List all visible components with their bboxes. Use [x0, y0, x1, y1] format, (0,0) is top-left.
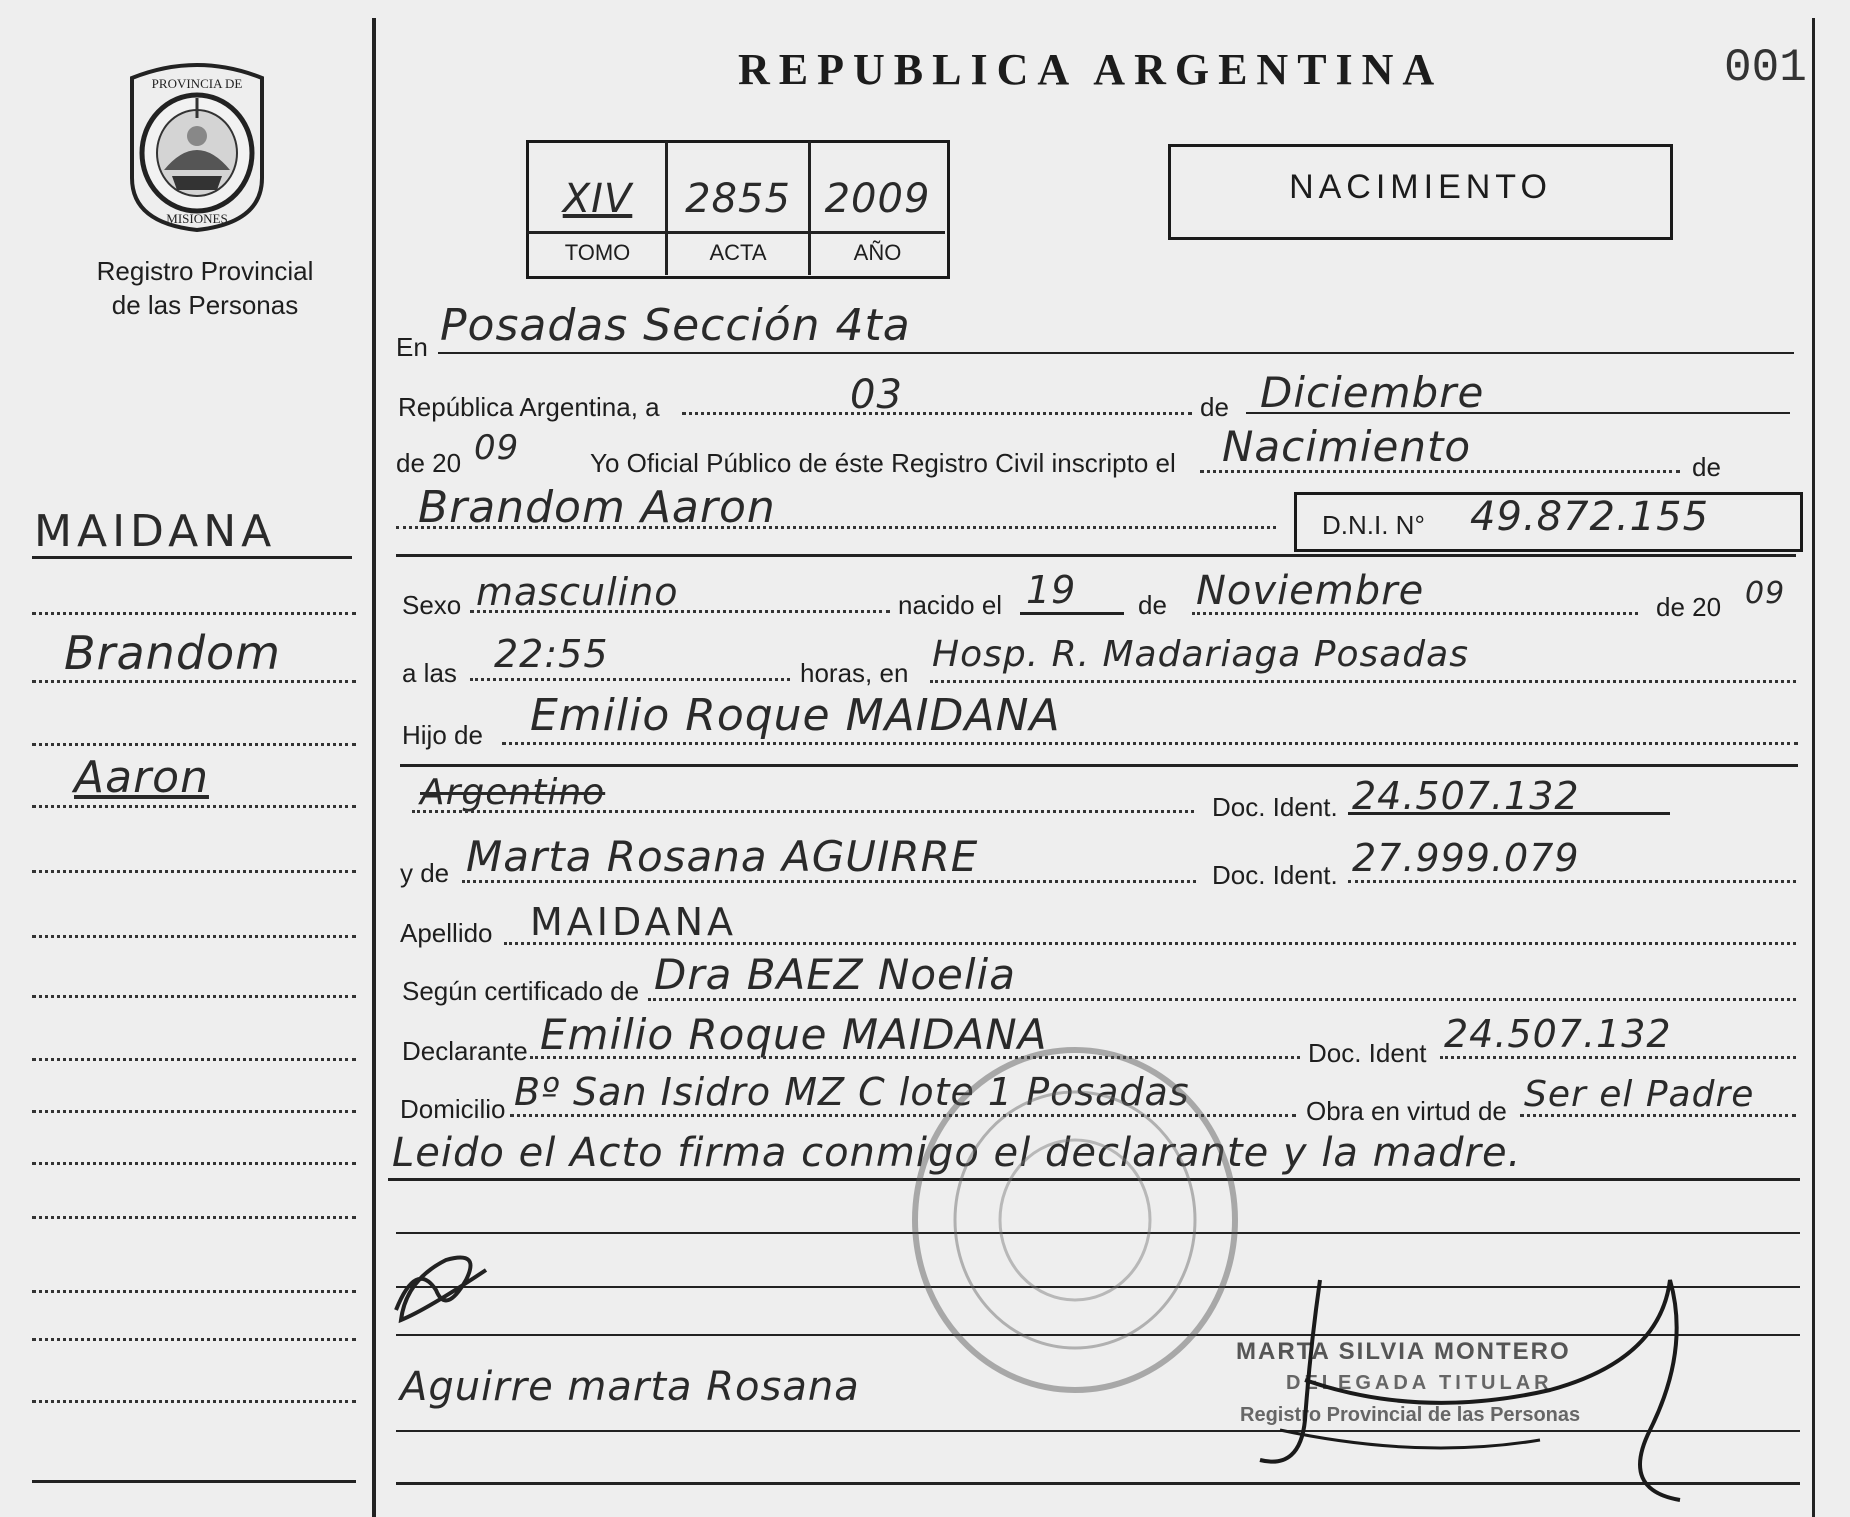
- left-margin-divider: [372, 18, 376, 1517]
- mother-doc-value: 27.999.079: [1352, 836, 1580, 880]
- obra-value: Ser el Padre: [1524, 1074, 1755, 1115]
- provincial-seal-icon: [112, 58, 282, 233]
- de-label-2: de: [1692, 452, 1721, 482]
- margin-surname: MAIDANA: [34, 506, 277, 557]
- domicilio-label: Domicilio: [400, 1094, 506, 1124]
- margin-line-12: [32, 1216, 356, 1219]
- official-name: MARTA SILVIA MONTERO: [1236, 1338, 1571, 1365]
- certificado-label: Según certificado de: [402, 976, 640, 1006]
- mother-name-line: [462, 880, 1196, 883]
- tomo-value: XIV: [562, 176, 633, 222]
- anio-label: AÑO: [853, 240, 902, 265]
- birth-place-value: Hosp. R. Madariaga Posadas: [932, 634, 1469, 675]
- year-prefix: de 20: [396, 448, 462, 478]
- father-nationality-value: Argentino: [420, 772, 606, 813]
- official-title: DELEGADA TITULAR: [1286, 1372, 1553, 1394]
- de-label-3: de: [1138, 590, 1167, 620]
- margin-line-14: [32, 1338, 356, 1341]
- month-line: [1246, 412, 1790, 414]
- year-suffix: 09: [474, 428, 520, 468]
- alas-label: a las: [402, 658, 457, 688]
- de-label: de: [1200, 392, 1229, 422]
- en-label: En: [396, 332, 428, 362]
- horas-label: horas, en: [800, 658, 909, 688]
- margin-line-6: [32, 870, 356, 873]
- sexo-line: [470, 610, 890, 613]
- page-number: 001: [1724, 42, 1807, 94]
- tomo-label: TOMO: [564, 240, 631, 265]
- acta-value: 2855: [685, 176, 791, 222]
- republica-label: República Argentina, a: [398, 392, 660, 422]
- day-value: 03: [850, 372, 903, 418]
- nacido-label: nacido el: [898, 590, 1003, 620]
- apellido-value: MAIDANA: [530, 900, 737, 944]
- sexo-label: Sexo: [402, 590, 462, 620]
- dni-value: 49.872.155: [1470, 494, 1710, 540]
- apellido-label: Apellido: [400, 918, 493, 948]
- margin-line-15: [32, 1400, 356, 1403]
- mother-signature: Aguirre marta Rosana: [400, 1364, 860, 1410]
- yde-label: y de: [400, 858, 450, 888]
- doc-label: Doc. Ident.: [1212, 792, 1338, 822]
- registry-stamp-icon: [900, 1040, 1250, 1400]
- margin-line-9: [32, 1058, 356, 1061]
- margin-line-7: [32, 935, 356, 938]
- right-border: [1812, 18, 1815, 1517]
- margin-line-16: [32, 1480, 356, 1483]
- nationality-line: [412, 810, 1194, 813]
- birth-place-line: [930, 680, 1796, 683]
- apellido-line: [504, 942, 1796, 945]
- record-kind-value: Nacimiento: [1222, 422, 1472, 471]
- mother-doc-line: [1348, 880, 1796, 883]
- agency-name-line1: Registro Provincial: [96, 256, 314, 286]
- day-line: [682, 412, 1192, 415]
- declarante-doc-line: [1440, 1056, 1796, 1059]
- margin-line-11: [32, 1162, 356, 1165]
- month-value: Diciembre: [1260, 368, 1485, 417]
- register-row-divider: [527, 231, 945, 234]
- margin-name1: Brandom: [64, 626, 281, 680]
- margin-line-10: [32, 1110, 356, 1113]
- agency-name-line2: de las Personas: [111, 290, 299, 320]
- acta-label: ACTA: [709, 240, 767, 265]
- obra-line: [1520, 1114, 1796, 1117]
- certificado-value: Dra BAEZ Noelia: [654, 950, 1016, 999]
- child-name-line: [396, 526, 1276, 529]
- birth-year-suffix: 09: [1745, 576, 1786, 611]
- birth-month-value: Noviembre: [1196, 568, 1425, 614]
- anio-value: 2009: [824, 176, 931, 222]
- father-doc-value: 24.507.132: [1352, 774, 1580, 818]
- margin-line-3: [32, 680, 356, 683]
- margin-line-1: [32, 556, 352, 559]
- father-name-line: [502, 742, 1798, 745]
- record-type: NACIMIENTO: [1289, 168, 1552, 206]
- place-value: Posadas Sección 4ta: [440, 300, 911, 351]
- declarante-doc-value: 24.507.132: [1444, 1012, 1672, 1056]
- birth-time-line: [470, 678, 790, 681]
- country-title: REPUBLICA ARGENTINA: [738, 45, 1444, 94]
- hijo-label: Hijo de: [402, 720, 483, 750]
- official-office: Registro Provincial de las Personas: [1240, 1404, 1581, 1426]
- record-kind-line: [1200, 470, 1680, 473]
- sexo-value: masculino: [476, 570, 679, 614]
- birth-time-value: 22:55: [494, 632, 609, 676]
- domicilio-value: Bº San Isidro MZ C lote 1 Posadas: [514, 1070, 1190, 1114]
- margin-line-4: [32, 743, 356, 746]
- certificado-line: [648, 998, 1796, 1001]
- margin-line-2: [32, 612, 356, 615]
- father-row-rule: [400, 764, 1798, 767]
- official-signature-icon: [1220, 1270, 1740, 1510]
- declarant-signature-icon: [386, 1240, 496, 1330]
- birth-day-line: [1020, 612, 1124, 615]
- oficial-text: Yo Oficial Público de éste Registro Civil inscripto el: [590, 448, 1176, 478]
- margin-line-5: [32, 805, 356, 808]
- dni-label: D.N.I. N°: [1322, 510, 1425, 540]
- row4-line: [396, 554, 1796, 557]
- svg-text:PROVINCIA DE: PROVINCIA DE: [151, 76, 243, 91]
- doc-label-3: Doc. Ident: [1308, 1038, 1427, 1068]
- declarante-value: Emilio Roque MAIDANA: [540, 1010, 1048, 1059]
- margin-line-13: [32, 1290, 356, 1293]
- obra-label: Obra en virtud de: [1306, 1096, 1507, 1126]
- birth-day-value: 19: [1026, 568, 1077, 612]
- remarks-value: Leido el Acto firma conmigo el declarante y la madre.: [392, 1130, 1522, 1176]
- birth-month-line: [1192, 612, 1638, 615]
- de20-label: de 20: [1656, 592, 1722, 622]
- father-doc-line: [1348, 812, 1670, 815]
- mother-name-value: Marta Rosana AGUIRRE: [466, 832, 979, 881]
- svg-text:MISIONES: MISIONES: [166, 211, 228, 226]
- father-name-value: Emilio Roque MAIDANA: [530, 690, 1061, 741]
- margin-name2: Aaron: [74, 752, 209, 803]
- row1-line: [438, 352, 1794, 354]
- margin-line-8: [32, 995, 356, 998]
- declarante-label: Declarante: [402, 1036, 528, 1066]
- doc-label-2: Doc. Ident.: [1212, 860, 1338, 890]
- child-name-value: Brandom Aaron: [418, 482, 776, 533]
